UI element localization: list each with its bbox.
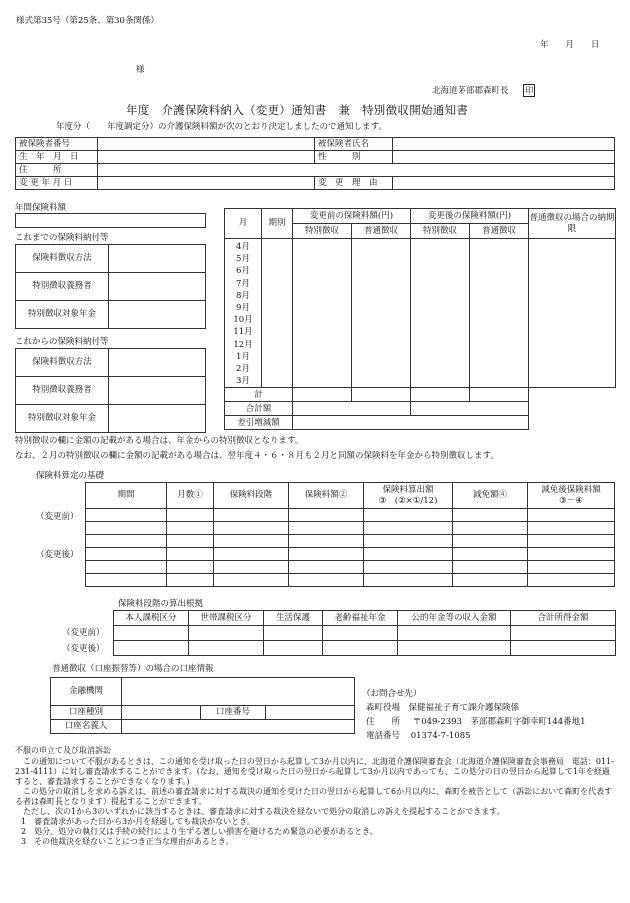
next-pension-field [109, 405, 206, 433]
appeal-item: 2 処分、処分の執行又は手続の続行により生ずる著しい損害を避けるため緊急の必要があるとき。 [21, 827, 378, 836]
insured-name-field [393, 138, 615, 151]
bank-holder-label: 口座名義人 [51, 720, 122, 734]
stage-col-total-income: 合計所得金額 [511, 611, 616, 626]
appeal-paragraph-2: この処分の取消しを求める訴えは、前述の審査請求に対する裁決の通知を受けた日の翌日から起算して6か月以内に、森町を被告として（訴訟において森町を代表する者は森町長となります）提起することができます。 [15, 787, 613, 806]
next-payment-table [15, 348, 206, 433]
bank-institution-label: 金融機関 [51, 678, 122, 706]
contact-office: 森町役場 保健福祉子育て課介護保険係 [366, 703, 520, 713]
note-february: なお、２月の特別徴収の欄に金額の記載がある場合は、翌年度４・６・８月も２月と同額の保険料を年金から特別徴収します。 [15, 451, 499, 461]
next-obligor-label: 特別徴収義務者 [16, 377, 109, 405]
basis-calc-line1: 保険料算出額 [382, 484, 434, 495]
basis-stage-header: 保険料段階 [214, 483, 289, 509]
next-method-field [109, 349, 206, 377]
note-special: 特別徴収の欄に金額の記載がある場合は、年金からの特別徴収となります。 [15, 436, 304, 446]
before-special-cells [293, 239, 352, 388]
deadline-cells [529, 239, 616, 388]
contact-phone-label: 電話番号 [366, 731, 401, 741]
contact-address-label: 住 所 [366, 717, 401, 727]
grand-total-label: 合計額 [225, 402, 293, 416]
recipient-suffix: 様 [136, 65, 145, 75]
diff-label: 差引増減額 [225, 416, 293, 430]
address-field [98, 164, 615, 177]
bank-institution-field [122, 678, 355, 706]
diff-field [293, 416, 529, 430]
period-cells [262, 239, 293, 388]
basis-after-line1: 減免後保険料額 [541, 484, 601, 495]
change-date-field [98, 177, 315, 190]
appeal-heading: 不服の申立て及び取消訴訟 [15, 746, 111, 755]
bank-number-label: 口座番号 [201, 706, 266, 720]
month-header: 月 [225, 209, 262, 239]
intro-text: 年度分（ 年度調定分）の介護保険料額が次のとおり決定しましたので通知します。 [56, 122, 387, 132]
page-title: 年度 介護保険料納入（変更）通知書 兼 特別徴収開始通知書 [126, 103, 469, 117]
prev-payment-label: これまでの保険料納付等 [15, 233, 109, 243]
stage-after-label: （変更後） [62, 644, 105, 654]
before-ordinary-header: 普通徴収 [352, 224, 411, 239]
total-after-special [411, 388, 470, 402]
after-special-cells [411, 239, 470, 388]
grand-total-before [293, 402, 411, 416]
contact-phone-value: 01374-7-1085 [410, 731, 471, 741]
stage-col-income: 公的年金等の収入金額 [398, 611, 511, 626]
basis-months-header: 月数① [167, 483, 214, 509]
appeal-item: 1 審査請求があった日から3か月を経過しても裁決がないとき。 [21, 817, 255, 826]
stage-table [113, 610, 616, 656]
basis-after-label: （変更後） [36, 550, 79, 560]
deadline-header: 普通徴収の場合の納期限 [529, 209, 616, 239]
prev-payment-table [15, 244, 206, 329]
basis-calc-header [364, 483, 453, 509]
insured-name-label: 被保険者氏名 [315, 138, 393, 151]
birth-label: 生 年 月 日 [16, 151, 98, 164]
annual-premium-label: 年間保険料額 [15, 203, 67, 213]
stage-before-label: （変更前） [62, 628, 105, 638]
issuer-name [432, 84, 535, 97]
next-obligor-field [109, 377, 206, 405]
basis-row [86, 548, 615, 561]
total-label: 計 [225, 388, 293, 402]
issuer-label: 北海道茅部郡森町長 [432, 86, 509, 96]
basis-row [86, 509, 615, 522]
after-header: 変更後の保険料額(円) [411, 209, 529, 224]
bank-holder-field [122, 720, 355, 734]
basis-row [86, 561, 615, 574]
basis-calc-line2: ③ (②×①/12) [378, 495, 438, 506]
basis-table [85, 482, 615, 587]
prev-method-label: 保険料徴収方法 [16, 245, 109, 273]
annual-premium-box [15, 213, 206, 228]
contact-address [366, 717, 586, 728]
appeal-section [15, 746, 615, 847]
bank-number-field [266, 706, 355, 720]
before-special-header: 特別徴収 [293, 224, 352, 239]
issue-date: 年 月 日 [540, 40, 600, 50]
form-number: 様式第35号（第25条、第30条関係） [16, 16, 159, 26]
basis-after-header [528, 483, 615, 509]
basis-reduce-header: 減免額④ [453, 483, 528, 509]
sex-label: 性 別 [315, 151, 393, 164]
contact-address-value: 〒049-2393 茅部郡森町字御幸町144番地1 [412, 717, 586, 727]
basis-amount-header: 保険料額② [289, 483, 364, 509]
basis-after-line2: ③－④ [559, 495, 583, 506]
sex-field [393, 151, 615, 164]
birth-field [98, 151, 315, 164]
insured-no-field [98, 138, 315, 151]
grand-total-blank [529, 402, 616, 416]
total-before-ordinary [352, 388, 411, 402]
monthly-premium-table [224, 208, 616, 430]
before-ordinary-cells [352, 239, 411, 388]
insured-info-table [15, 137, 615, 190]
basis-row [86, 574, 615, 587]
after-special-header: 特別徴収 [411, 224, 470, 239]
grand-total-after [411, 402, 529, 416]
change-date-label: 変 更 年 月 日 [16, 177, 98, 190]
contact-phone [366, 731, 471, 742]
before-header: 変更前の保険料額(円) [293, 209, 411, 224]
stage-col-welfare: 生活保護 [264, 611, 323, 626]
address-label: 住 所 [16, 164, 98, 177]
next-payment-label: これからの保険料納付等 [15, 337, 109, 347]
period-header: 期別 [262, 209, 293, 239]
after-ordinary-cells [470, 239, 529, 388]
stage-label: 保険料段階の算出根拠 [118, 599, 204, 609]
stage-row-after [114, 641, 616, 656]
bank-type-field [122, 706, 201, 720]
diff-blank [529, 416, 616, 430]
basis-row [86, 535, 615, 548]
prev-pension-label: 特別徴収対象年金 [16, 301, 109, 329]
stage-col-pension: 老齢福祉年金 [323, 611, 398, 626]
seal-mark: 印 [525, 86, 534, 95]
appeal-item: 3 その他裁決を経ないことにつき正当な理由があるとき。 [21, 837, 234, 846]
total-after-ordinary [470, 388, 529, 402]
basis-label: 保険料算定の基礎 [36, 471, 105, 481]
bank-table [50, 677, 355, 734]
change-reason-field [393, 177, 615, 190]
basis-before-label: （変更前） [36, 512, 79, 522]
appeal-paragraph-1: この通知について不服があるときは、この通知を受け取った日の翌日から起算して3か月以内に、北海道介護保険審査会（北海道介護保険審査会事務局 電話：011-231-4111）に対し審査請求することができます。(なお、通知を受け取った日の翌日から起算して3か月以内であっても、この処分の日の翌日から起算して1年を経過すると、審査請求することができなくなります。) [15, 757, 614, 786]
contact-heading: （お問合せ先） [362, 689, 422, 699]
stage-col-household: 世帯課税区分 [189, 611, 264, 626]
bank-type-label: 口座種別 [51, 706, 122, 720]
appeal-paragraph-3: ただし、次の1から3のいずれかに該当するときは、審査請求に対する裁決を経ないで処分の取消しの訴えを提起することができます。 [23, 807, 505, 816]
stage-col-self: 本人課税区分 [114, 611, 189, 626]
next-pension-label: 特別徴収対象年金 [16, 405, 109, 433]
total-blank [529, 388, 616, 402]
prev-obligor-label: 特別徴収義務者 [16, 273, 109, 301]
prev-pension-field [109, 301, 206, 329]
next-method-label: 保険料徴収方法 [16, 349, 109, 377]
month-list: 4月 5月 6月 7月 8月 9月 10月 11月 12月 1月 2月 3月 [225, 239, 262, 388]
after-ordinary-header: 普通徴収 [470, 224, 529, 239]
change-reason-label: 変 更 理 由 [315, 177, 393, 190]
prev-obligor-field [109, 273, 206, 301]
stage-row-before [114, 626, 616, 641]
basis-period-header: 期間 [86, 483, 167, 509]
prev-method-field [109, 245, 206, 273]
bank-label: 普通徴収（口座振替等）の場合の口座情報 [52, 664, 214, 674]
total-before-special [293, 388, 352, 402]
basis-row [86, 522, 615, 535]
insured-no-label: 被保険者番号 [16, 138, 98, 151]
